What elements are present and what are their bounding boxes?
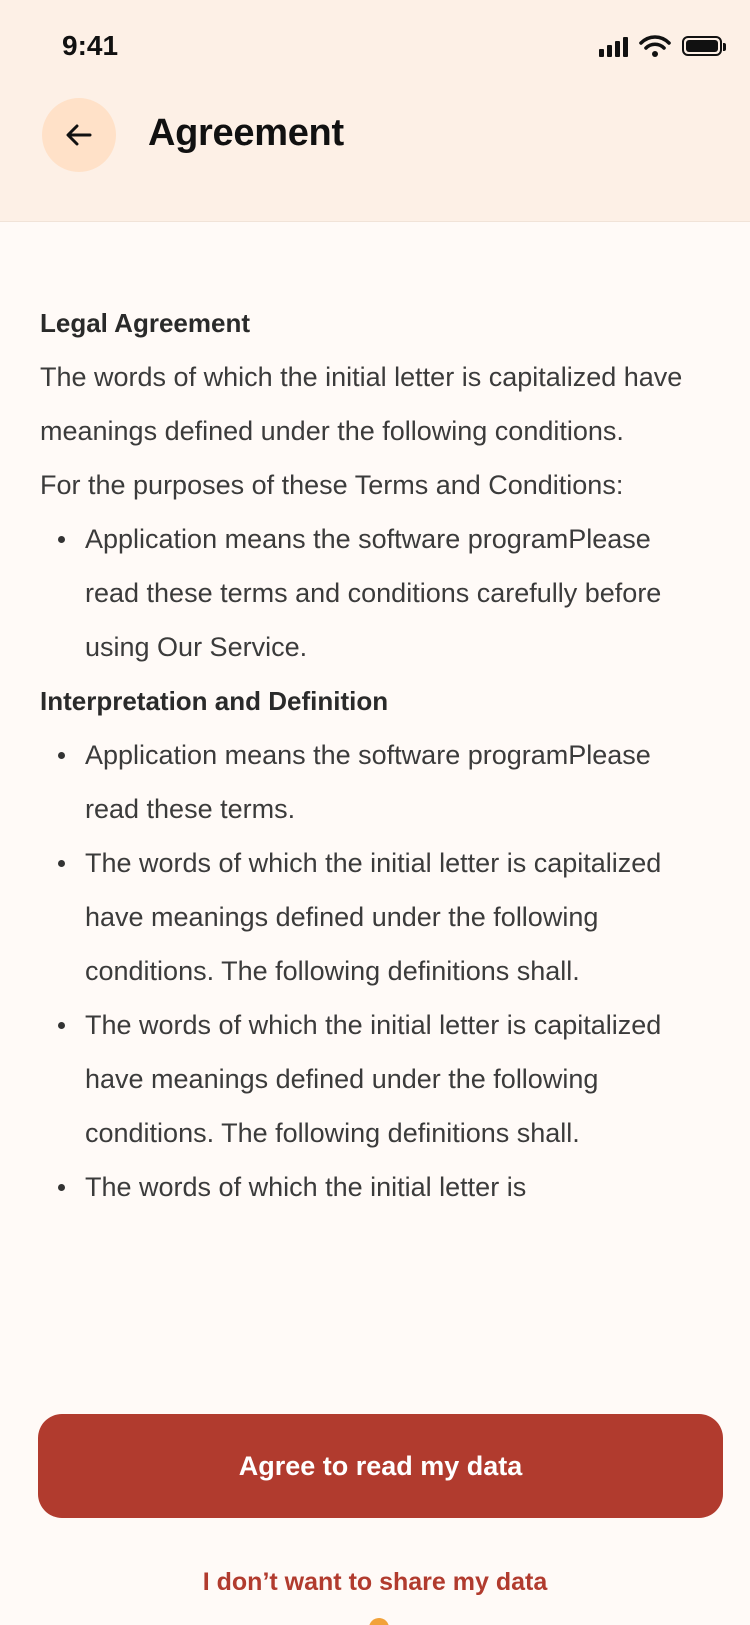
status-icons [599, 34, 722, 58]
back-button[interactable] [42, 98, 116, 172]
decline-link[interactable]: I don’t want to share my data [202, 1568, 548, 1596]
section-heading-legal: Legal Agreement [40, 308, 250, 338]
purpose-paragraph: For the purposes of these Terms and Conditions: [40, 470, 624, 500]
arrow-left-icon [64, 120, 94, 150]
list-item: The words of which the initial letter is [40, 1160, 710, 1214]
header [0, 0, 750, 222]
definitions-list-2 [40, 728, 710, 1214]
definitions-list-1 [40, 512, 710, 674]
status-time: 9:41 [62, 30, 119, 61]
intro-paragraph: The words of which the initial letter is capitalized have meanings defined under the following conditions. [40, 362, 683, 446]
wifi-icon [638, 34, 672, 58]
battery-icon [682, 36, 722, 56]
agree-button[interactable]: Agree to read my data [38, 1414, 723, 1518]
page-title: Agreement [148, 112, 344, 154]
scroll-indicator [369, 1618, 389, 1625]
agreement-text [40, 296, 710, 1214]
signal-icon [599, 35, 628, 57]
list-item: Application means the software programPlease read these terms and conditions carefully before using Our Service. [40, 512, 710, 674]
list-item: The words of which the initial letter is capitalized have meanings defined under the following conditions. The following definitions shall. [40, 836, 710, 998]
list-item: The words of which the initial letter is capitalized have meanings defined under the following conditions. The following definitions shall. [40, 998, 710, 1160]
section-heading-interpretation: Interpretation and Definition [40, 686, 389, 716]
list-item: Application means the software programPlease read these terms. [40, 728, 710, 836]
